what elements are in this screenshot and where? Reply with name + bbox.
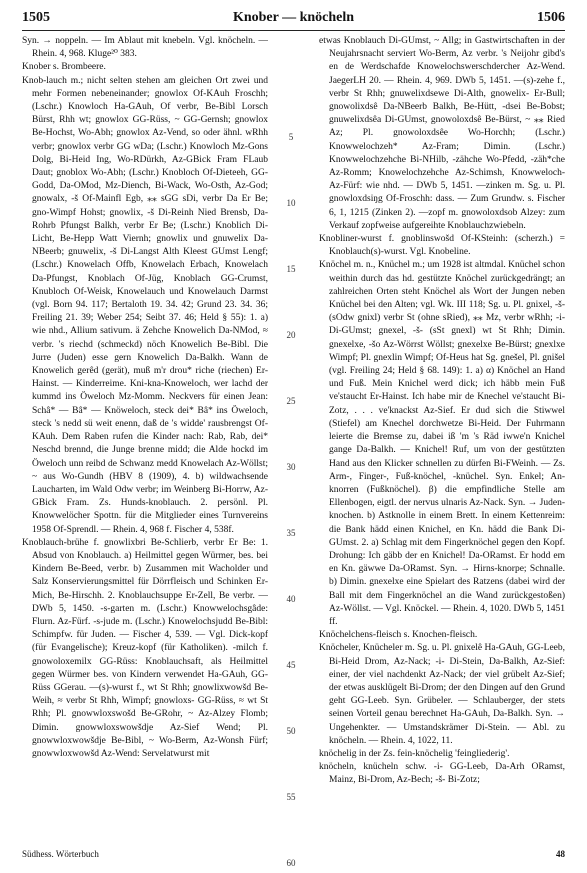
line-number: 50 bbox=[286, 726, 296, 736]
entry-knoecheler: Knöcheler, Knücheler m. Sg. u. Pl. gnixelê Ha-GAuh, GG-Leeb, Bi-Heid Drom, Az-Nack; -i- Di-Stein, Da-Balkh, Az-Sief: einer, der viel nachdenkt Az-Nack; der viel grübelt Az-Sief; der etwas ausklügelt Bi-Drom; der den Dingen auf den Grund geht GG-Leeb. Syn. Grübeler. — Schlauberger, der stets seinen Vorteil genau berechnet Ha-GAuh, Da-Balkh. Syn. → Ungehenkter. — Umstandskrämer Di-Stein. — Abl. zu knöcheln. — Rhein. 4, 1022, 11. bbox=[319, 643, 565, 746]
line-number: 35 bbox=[286, 528, 296, 538]
entry-knoblauch-bruehe: Knoblauch-brühe f. gnowlixbri Be-Schlierb, verbr Er Be: 1. Absud von Knoblauch. a) Heilmittel gegen Würmer, bes. bei Kindern Be-Beed, verbr. b) Zusammen mit Wacholder und Salz Konservierungsmittel für Dörrfleisch und Schinken Er-Mich, Be-Hirschh. 2. Knoblauchsuppe Er-Zell, Be verbr. — DWb 5, 1450. -s-garten m. (Lschr.) Knowwelochsgâde: Flurn. Az-Fürf. -s-jude m. (Lschr.) Knowelochsjudd Be-Bibl: Schimpfw. für Juden. — Fischer 4, 539. — Vgl. Dick-kopf (für Evangelische); Kreuz-kopf (für Katholiken). -milch f. gnowoloxemilx GG-Rüss: Knoblauchsaft, als Heilmittel gegen Würmer bes. von Kindern verwendet Ha-GAuh, GG-Rüss GGerau. —(s)-wurst f., wt St Rhh; gnowlixwowšd Be-Weih, ≈ verbr St Rhh, Wimpf; gnowloxs- GG-Rüss, ≈ wt St Rhh; Pl. gnowwloxswošd Be-GRohr, ~ Az-Alzey Flomb; Dimin. gnowwloxswowšdje Az-Sief Wend; Pl. gnowwloxwowšdje Be-Bibl, ~ Wo-Berm, Az-Wonsh Fürf; gnowwloxwowšd Az-Wend: Servelatwurst mit bbox=[22, 537, 268, 759]
entry-knoblauch: Knob-lauch m.; nicht selten stehen am gleichen Ort zwei und mehr Formen nebeneinander; gnowlox Of-KAuh Froschh; (Lschr.) Knowloch Ha-GAuh, Of verbr, Be-Bibl Lorsch Bürst, Rhh wt; gnowlox GG-Rüss, ~ GG-Gernsh; gnowlox Be-Hochst, Wo-Abh; gnowlox Az-Vend, so oder ähnl. wRhh verbr; gnowlox verbr GG wDa; (Lschr.) Knowloch Mz-Gons Dolg, Bi-Heid Ing, Wo-RDürkh, Az-GBick Fram FLaub Daut; gnoblox Wo-Abh; (Lschr.) Knobloch Of-Dieteeh, GG-Godd, Da-OMod, Mz-Diench, Bi-Wack, Wo-Osth, Az-God; gnowalx, -š Of-Mainfl Egb, ⁎⁎ sGG sDi, verbr Da Er Be; gno-Wimpf Hohst; gnowlix, -š Di-Reinh Nied Brensb, Da-Rohrb Pfungst Balkh, verbr Er Be; (Lschr.) Knoblich Di-Licht, Be-Hepp Watt Viernh; gnowlix und gnuwelix Da-NBeerb; gnuwelix, -š Di-Langst Alth Kleest GUmst Lengf; (Lschr.) Knowelach Offb, Knowelach Erbach, Knowelach Da-Pfungst, Knoblach Of-Jüg, Knoblach GG-Crumst, Knubloch Of-Weisk, Knowelauch und Knowelauch Darmst (vgl. Born 94. 117; Bertaloth 19. 34. 42; Grund 23. 34. 36; Freiling 21. 39; Weber 254; Seibt 37. 46; Held § 55): 1. a) wie nhd., Allium sativum. ä Zehche Knowelich Da-NMod, ≈ verbr. 's riechd (schmeckd) nöch Knowelich Be-Bibl. Die Jurre (Juden) esse gern Knowelich Da-Balkh. Wann de Knowelich gerêd (gerät), muß m'r drou* riche (riechen) Er-Hainst. — Kinderreime. Kni-kna-Knoweloch, wer lachd der kummd ins Öweloch Mz-Momm. Neckvers für einen Jean: Schâ* — Bâ* — Knöweloch, steck dei* Bâ* ins Öweloch, steck 's nedd sü weit enenn, daß de 's widde' rausbrengst Of-KAuh. Dem Raben rufen die Kinder nach: Rab, Rab, dei* Neschd brennd, die Junge brenne midd; die Alde hockd im Öweloch unn reibd de Schwanz medd Knowelach Az-Wöllst; ~ aus Wo-Gundh (HBV 8 (1909), 4. b) wildwachsende Laucharten, im Wald Odw verbr; im Weinberg Bi-Horrw, Az-GBick Fram. Zs. Hunds-knoblauch. 2. persönl. Pl. Knowwelöcher Spottn. für die Mitglieder eines Turnvereins 1958 Of-Sprendl. — Rhein. 4, 968 f. Fischer 4, 538f. bbox=[22, 75, 268, 535]
line-number: 45 bbox=[286, 660, 296, 670]
line-number: 60 bbox=[286, 858, 296, 868]
left-column bbox=[22, 35, 268, 840]
line-number: 40 bbox=[286, 594, 296, 604]
line-number: 10 bbox=[286, 198, 296, 208]
header-rule bbox=[22, 30, 565, 31]
entry-knoechelchens-fleisch: Knöchelchens-fleisch s. Knochen-fleisch. bbox=[319, 630, 478, 641]
entry-knoecheln: knöcheln, knücheln schw. -i- GG-Leeb, Da-Arh ORamst, Mainz, Bi-Drom, Az-Bech; -š- Bi-Zotz; bbox=[319, 762, 565, 786]
running-title: Knober — knöcheln bbox=[232, 10, 355, 25]
page-header bbox=[22, 10, 565, 32]
entry-knober: Knober s. Brombeere. bbox=[22, 62, 106, 73]
line-number: 55 bbox=[286, 792, 296, 802]
signature-mark: 48 bbox=[556, 849, 565, 859]
page-number-left: 1505 bbox=[22, 10, 50, 25]
entry-knoechel: Knöchel m. n., Knüchel m.; um 1928 ist altmdal. Knüchel schon weithin durch das hd. gestützte Knöchel zurückgedrängt; an zahlreichen Orten steht Knöchel als Wort der Jungen neben Knüchel bei den Alten; vgl. Wk. III 118; Sg. u. Pl. gnixel, -š- (sOdw gnixl) verbr St (ohne sRied), ⁎⁎ Mz, verbr wRhh; -i- Di-GUmst; gnexel, -š- (sSt gnexl) wt St Rhh; Dimin. gnexelxe, -šo Az-Wörrst Wöllst; gnexelxe Be-Bürst; gnexlxe Wimpf; Pl. gnexlin Wimpf; Of-Heus hat Sg. gnešel, Pl. gnišel (vgl. Freiling 24; Held § 68. 149): 1. a) α) Knöchel an Hand und Fuß. Mein Knichel werd dick; ich häbb mein Fuß ve'staucht Er-Hainst. Ich habe mir de Knechel ve'staucht Bi-Zotz, . . . ve'knackst Az-Sief. Er dud sich die Stiwwel (Stiefel) am Knechel dorchwetze Bi-Heid. Der Fuhrmann leierte die Bremse zu, dabei iß 'm 's Räd iwwe'n Knichel gange Da-Balkh. — Knichel! Ruf, um von der gestützten Hand aus den Klicker schnellen zu dürfen Bi-FWeinh. — Zs. Arm-, Finger-, Fuß-knöchel, -knüchel. Syn. Enkel; An-knorren (Fußknöchel). β) die empfindliche Stelle am Ellenbogen, eigtl. der nervus ulnaris Az-Nack. Syn. → Juden-knochen. b) Astknolle in einem Brett. In einem Kettenreim: die Bank hädd einen Knichel, en Kn. hädd die Bank Di-GUmst. 2. a) Schlag mit dem Fingerknöchel gegen den Kopf. Drohung: Ich gäbb der en Knichel! Da-ORamst. Er hodd em en Kn. gäwwe Da-ORamst. Syn. → Hirns-knorpe; Schnalle. b) Dimin. gnexelxe eine Spielart des Ratzens (dabei wird der Ball mit dem Fingerknöchel an die Wand zurückgestoßen) Az-Wöllst. — Vgl. Knöckel. — Rhein. 4, 1020. DWb 5, 1451 ff. bbox=[319, 260, 565, 627]
entry-knobliner-wurst: Knobliner-wurst f. gnoblinswošd Of-KSteinh: (scherzh.) = Knoblauch(s)-wurst. Vgl. Knobeline. bbox=[319, 234, 565, 258]
line-number: 25 bbox=[286, 396, 296, 406]
line-number-gutter bbox=[276, 35, 306, 868]
entry-continuation: Syn. → noppeln. — Im Ablaut mit knebeln. Vgl. knöcheln. — Rhein. 4, 968. Kluge²⁰ 383. bbox=[22, 36, 268, 60]
line-number: 20 bbox=[286, 330, 296, 340]
page-number-right: 1506 bbox=[537, 10, 565, 25]
page-footer bbox=[22, 849, 565, 863]
publication-name: Südhess. Wörterbuch bbox=[22, 849, 99, 859]
right-column bbox=[319, 35, 565, 840]
entry-knoechelig: knöchelig in der Zs. fein-knöchelig 'feingliederig'. bbox=[319, 748, 510, 759]
line-number: 5 bbox=[288, 132, 294, 142]
entry-continuation: etwas Knoblauch Di-GUmst, ~ Allg; in Gastwirtschaften in der Neujahrsnacht serviert Wo-Berm, Az verbr. 's Neijohr gibd's en de Werdschafde Knowelochswerschdercher Az-Wend. JaegerLH 20. — Rhein. 4, 969. DWb 5, 1451. —(s)-zehe f., verbr St Rhh; gnuwelixdsewe Di-Alth, gnowelix- Er-Bull; gnowolixdsê Da-NBeerb Balkh, Be-Hütt, -dsei Be-Bobst; gnuwelixdsêa Di-GUmst, gnowoloxdsê Be-Bürst, ~ ⁎⁎ Ried Az; Pl. gnowoloxdsêe Wo-Horchh; (Lschr.) Knowwelochzeh* Az-Fram; Dimin. (Lschr.) Knowwelochzehche Bi-NHilb, -zähche Wo-Pfedd, -zäh*che Az-Romm; Knowelochzehche Az-Schimsh, Knowweloch- Az-Fürf: wie nhd. — DWb 5, 1451. —zinken m. Sg. u. Pl. gnowloxdsiŋg Of-Froschh: dass. — Zum Grundw. s. Fischer 6, 1, 1215 (Zinken 2). —zopf m. gnowoloxdsob Alzey: zum Verkauf zopfweise aufgereihte Knoblauchzwiebeln. bbox=[319, 36, 565, 231]
line-number: 30 bbox=[286, 462, 296, 472]
line-number: 15 bbox=[286, 264, 296, 274]
